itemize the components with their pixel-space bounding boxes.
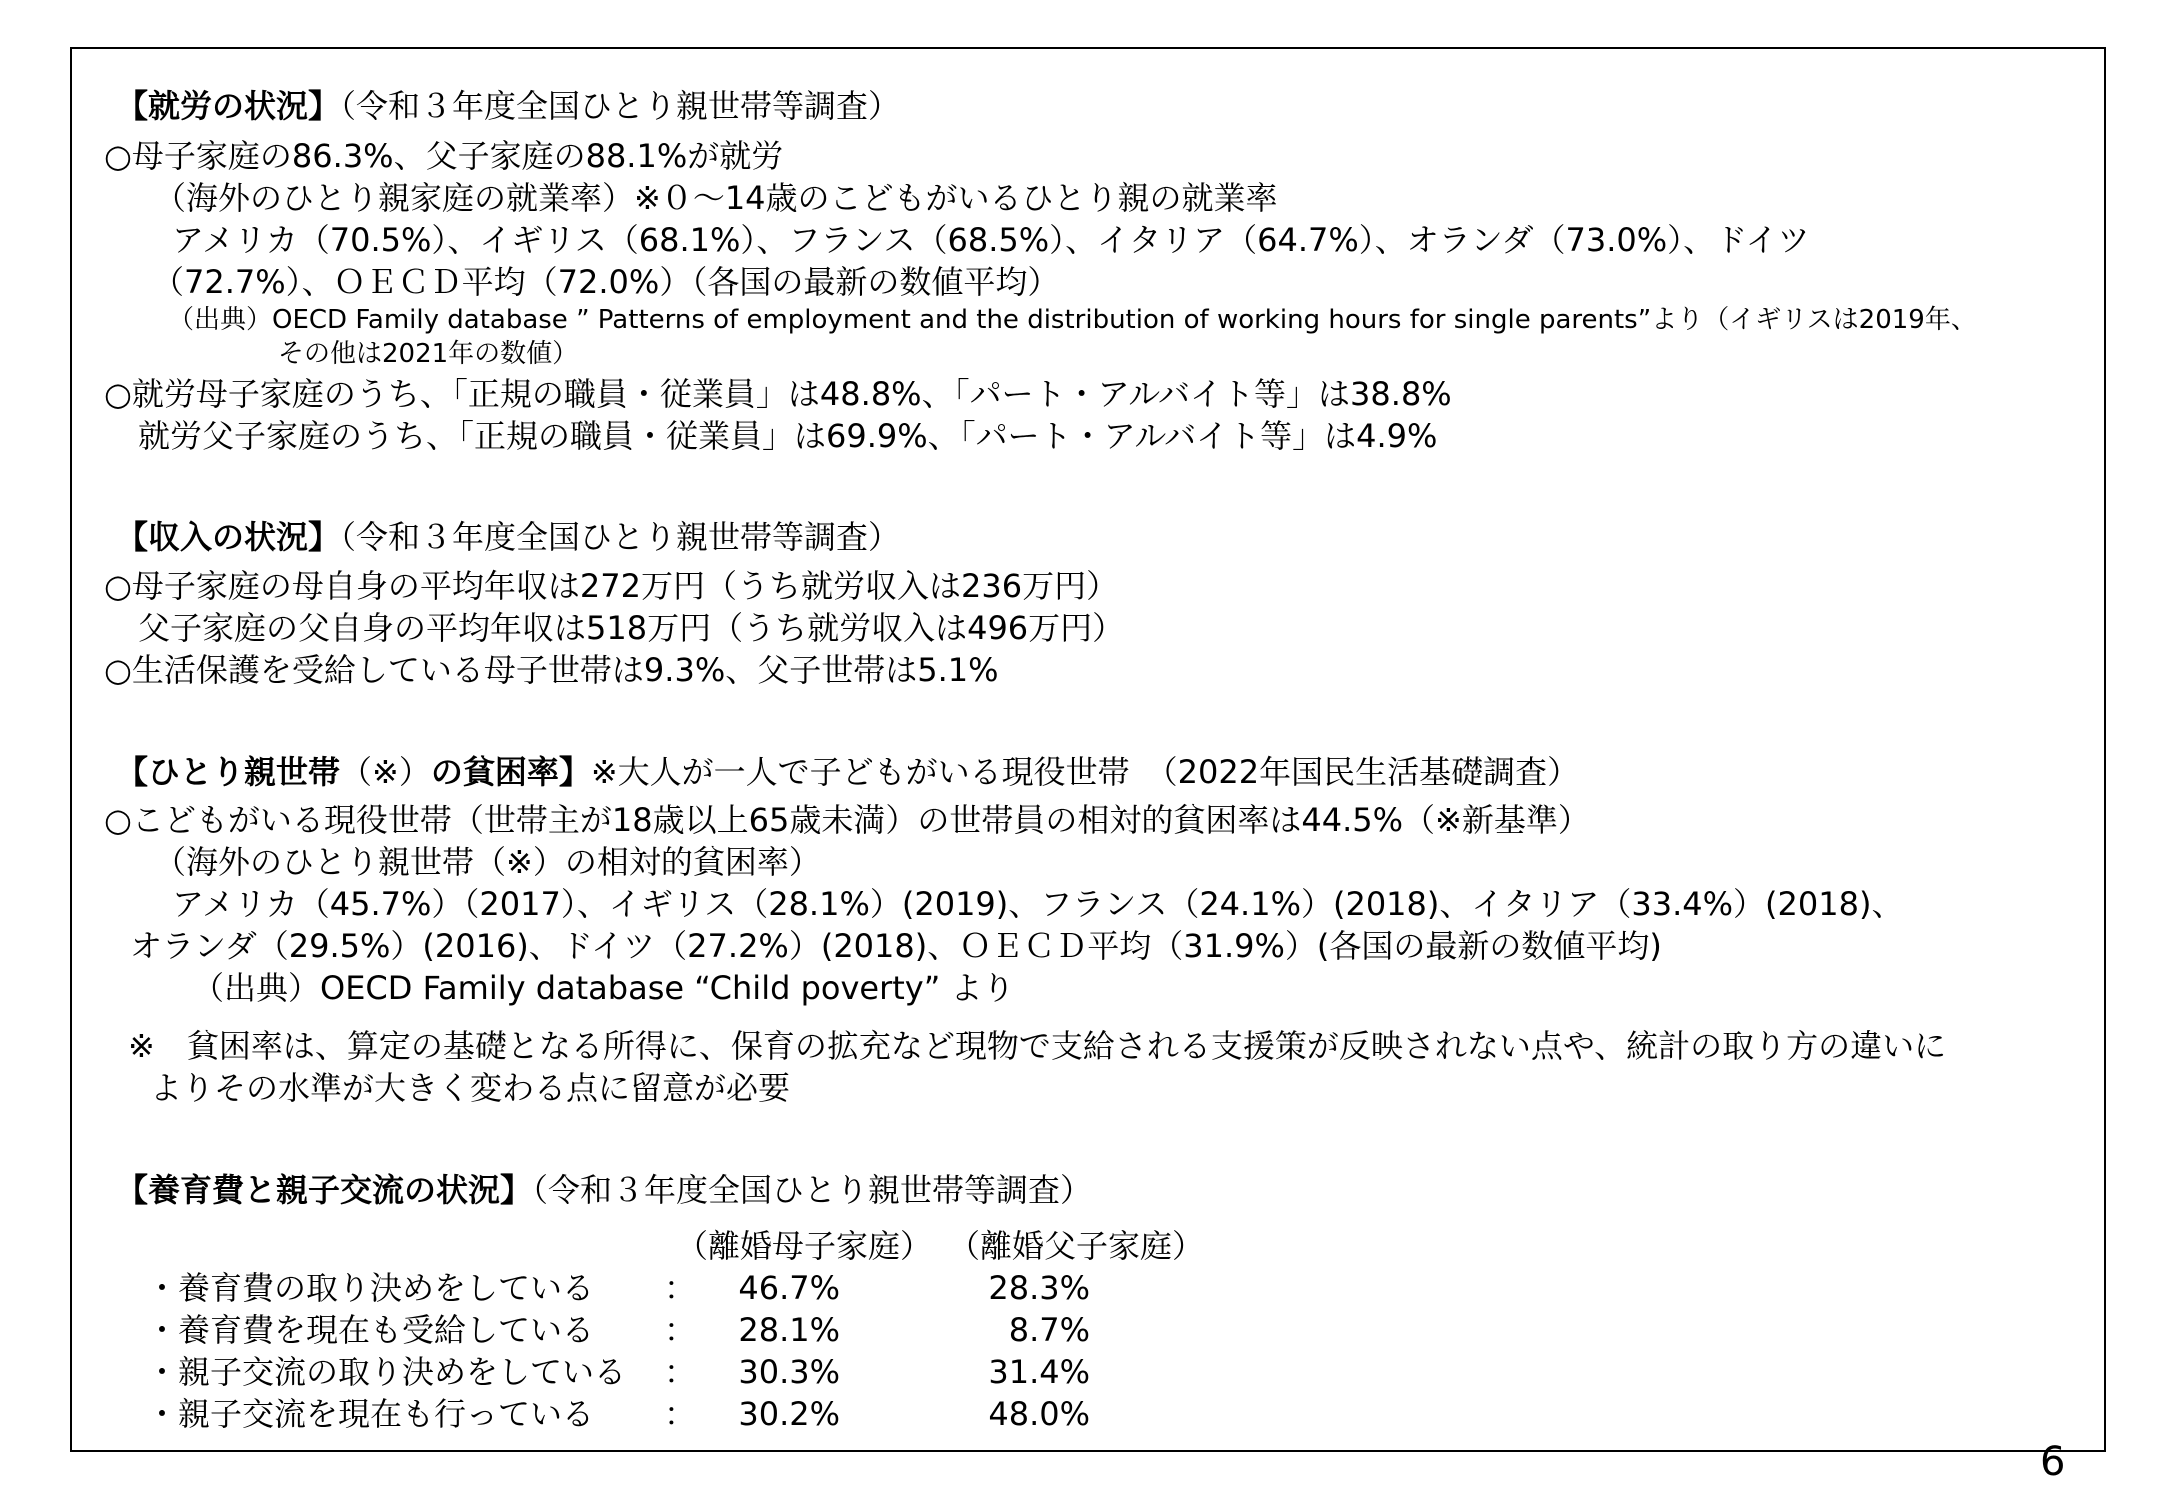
row-colon: ：: [664, 1395, 697, 1433]
employment-line-4: （72.7%）、ＯＥＣＤ平均（72.0%）（各国の最新の数値平均）: [152, 263, 1060, 301]
poverty-line-2: （海外のひとり親世帯（※）の相対的貧困率）: [154, 843, 821, 881]
poverty-heading-part2: （※）: [340, 753, 431, 791]
row-label: ・親子交流を現在も行っている: [146, 1395, 595, 1433]
row-mother-value: 30.2%: [738, 1395, 840, 1433]
support-section-title: [116, 1170, 1092, 1210]
employment-line-6: 就労父子家庭のうち、「正規の職員・従業員」は69.9%、「パート・アルバイト等」は4.9%: [138, 417, 1438, 455]
poverty-line-4: オランダ（29.5%）(2016)、ドイツ（27.2%）(2018)、ＯＥＣＤ平均（31.9%）(各国の最新の数値平均): [130, 927, 1662, 965]
poverty-note-2: よりその水準が大きく変わる点に留意が必要: [150, 1069, 791, 1107]
row-label: ・親子交流の取り決めをしている: [146, 1353, 627, 1391]
row-mother-value: 46.7%: [738, 1269, 840, 1307]
poverty-line-5: （出典）OECD Family database “Child poverty” より: [192, 969, 1015, 1007]
income-line-3: ○生活保護を受給している母子世帯は9.3%、父子世帯は5.1%: [104, 651, 999, 689]
row-father-value: 8.7%: [1008, 1311, 1090, 1349]
row-colon: ：: [664, 1311, 697, 1349]
employment-line-5: ○就労母子家庭のうち、「正規の職員・従業員」は48.8%、「パート・アルバイト等」は38.8%: [104, 375, 1452, 413]
poverty-section-title: [116, 752, 1579, 792]
poverty-heading-part3: の貧困率】: [430, 753, 591, 791]
poverty-subtitle: ※大人が一人で子どもがいる現役世帯 （2022年国民生活基礎調査）: [590, 753, 1580, 791]
poverty-line-1: ○こどもがいる現役世帯（世帯主が18歳以上65歳未満）の世帯員の相対的貧困率は44.5%（※新基準）: [104, 801, 1590, 839]
row-father-value: 48.0%: [988, 1395, 1090, 1433]
employment-line-2: （海外のひとり親家庭の就業率）※０～14歳のこどもがいるひとり親の就業率: [154, 179, 1278, 217]
row-father-value: 31.4%: [988, 1353, 1090, 1391]
row-label: ・養育費を現在も受給している: [146, 1311, 595, 1349]
support-col-header-father: （離婚父子家庭）: [948, 1227, 1205, 1265]
income-heading: 【収入の状況】: [116, 518, 341, 556]
employment-line-1: ○母子家庭の86.3%、父子家庭の88.1%が就労: [104, 137, 784, 175]
support-source: （令和３年度全国ひとり親世帯等調査）: [532, 1171, 1093, 1209]
page-number: 6: [2040, 1439, 2066, 1485]
row-colon: ：: [664, 1353, 697, 1391]
employment-source-note-1: （出典）OECD Family database ” Patterns of employment and the distribution of working hours for single parents”より（イギリスは2019年、: [168, 305, 1977, 335]
income-source: （令和３年度全国ひとり親世帯等調査）: [340, 518, 901, 556]
row-father-value: 28.3%: [988, 1269, 1090, 1307]
income-section-title: [116, 517, 900, 557]
income-line-1: ○母子家庭の母自身の平均年収は272万円（うち就労収入は236万円）: [104, 567, 1119, 605]
poverty-heading-part1: 【ひとり親世帯: [116, 753, 341, 791]
row-mother-value: 30.3%: [738, 1353, 840, 1391]
poverty-note-1: ※ 貧困率は、算定の基礎となる所得に、保育の拡充など現物で支給される支援策が反映されない点や、統計の取り方の違いに: [128, 1027, 1947, 1065]
row-colon: ：: [664, 1269, 697, 1307]
poverty-line-3: アメリカ（45.7%）（2017）、イギリス（28.1%）(2019)、フランス（24.1%）(2018)、イタリア（33.4%）(2018)、: [172, 885, 1904, 923]
employment-line-3: アメリカ（70.5%）、イギリス（68.1%）、フランス（68.5%）、イタリア（64.7%）、オランダ（73.0%）、ドイツ: [172, 221, 1810, 259]
employment-heading: 【就労の状況】: [116, 87, 341, 125]
income-line-2: 父子家庭の父自身の平均年収は518万円（うち就労収入は496万円）: [138, 609, 1125, 647]
employment-source: （令和３年度全国ひとり親世帯等調査）: [340, 87, 901, 125]
row-mother-value: 28.1%: [738, 1311, 840, 1349]
support-heading: 【養育費と親子交流の状況】: [116, 1171, 533, 1209]
support-col-header-mother: （離婚母子家庭）: [676, 1227, 933, 1265]
row-label: ・養育費の取り決めをしている: [146, 1269, 595, 1307]
employment-source-note-2: その他は2021年の数値）: [278, 339, 579, 369]
employment-section-title: [116, 86, 900, 126]
